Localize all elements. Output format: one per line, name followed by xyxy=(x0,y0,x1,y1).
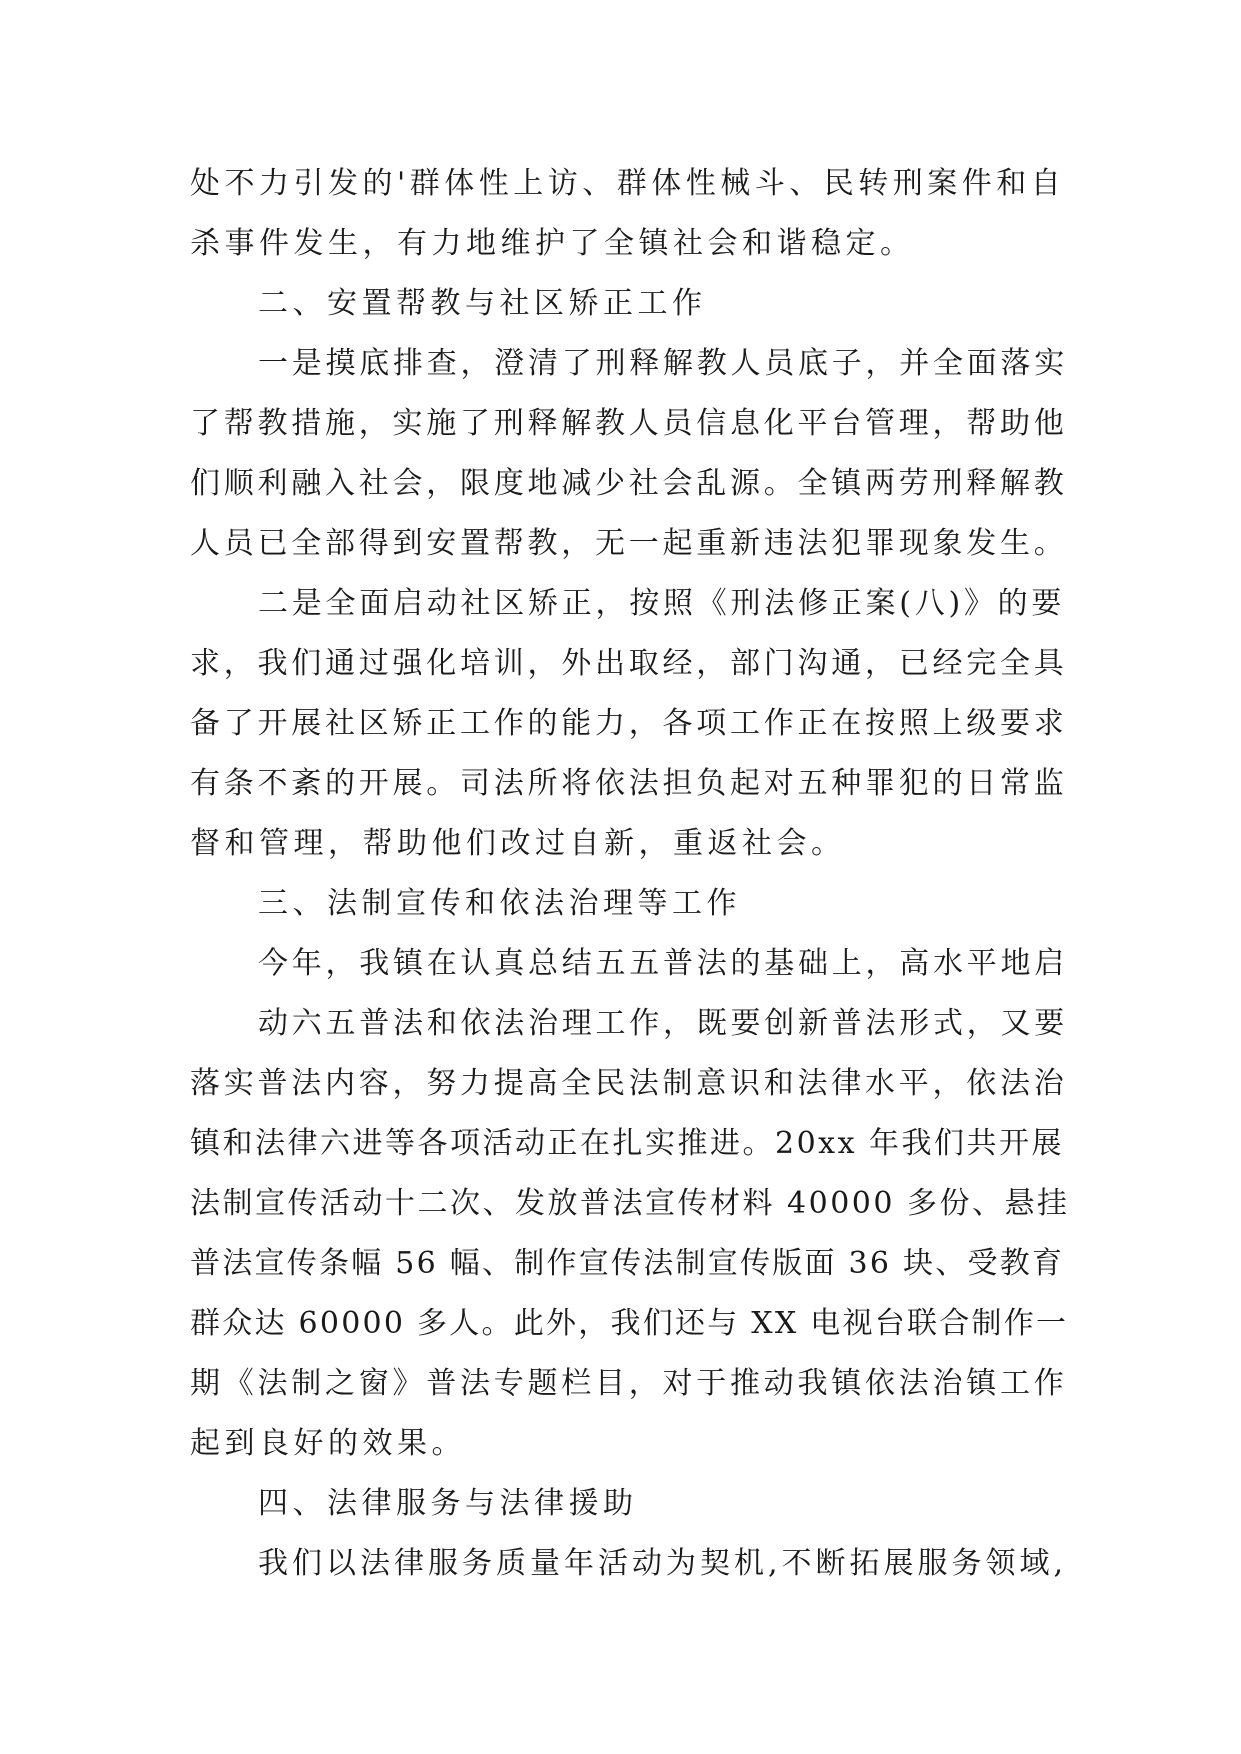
text-line: 法制宣传活动十二次、发放普法宣传材料 40000 多份、悬挂 xyxy=(190,1186,1070,1221)
text-line: 备了开展社区矫正工作的能力，各项工作正在按照上级要求 xyxy=(190,706,1068,741)
text-line: 们顺利融入社会，限度地减少社会乱源。全镇两劳刑释解教 xyxy=(190,466,1068,501)
text-line: 二是全面启动社区矫正，按照《刑法修正案(八)》的要 xyxy=(258,586,1066,621)
text-line: 群众达 60000 多人。此外，我们还与 XX 电视台联合制作一 xyxy=(190,1306,1069,1341)
text-line: 落实普法内容，努力提高全民法制意识和法律水平，依法治 xyxy=(190,1066,1068,1101)
text-line: 普法宣传条幅 56 幅、制作宣传法制宣传版面 36 块、受教育 xyxy=(190,1246,1065,1281)
text-line: 处不力引发的'群体性上访、群体性械斗、民转刑案件和自 xyxy=(190,166,1066,201)
body-text xyxy=(190,154,1070,1594)
text-line: 三、法制宣传和依法治理等工作 xyxy=(258,886,741,921)
text-line: 我们以法律服务质量年活动为契机,不断拓展服务领域, xyxy=(258,1546,1068,1581)
text-line: 期《法制之窗》普法专题栏目，对于推动我镇依法治镇工作 xyxy=(190,1366,1068,1401)
text-line: 人员已全部得到安置帮教，无一起重新违法犯罪现象发生。 xyxy=(190,526,1068,561)
text-line: 起到良好的效果。 xyxy=(190,1426,466,1461)
text-line: 了帮教措施，实施了刑释解教人员信息化平台管理，帮助他 xyxy=(190,406,1068,441)
text-line: 一是摸底排查，澄清了刑释解教人员底子，并全面落实 xyxy=(258,346,1068,381)
text-line: 动六五普法和依法治理工作，既要创新普法形式，又要 xyxy=(258,1006,1068,1041)
text-line: 二、安置帮教与社区矫正工作 xyxy=(258,286,707,321)
text-line: 镇和法律六进等各项活动正在扎实推进。20xx 年我们共开展 xyxy=(190,1126,1065,1161)
text-line: 求，我们通过强化培训，外出取经，部门沟通，已经完全具 xyxy=(190,646,1068,681)
text-line: 四、法律服务与法律援助 xyxy=(258,1486,638,1521)
text-line: 今年，我镇在认真总结五五普法的基础上，高水平地启 xyxy=(258,946,1068,981)
text-line: 杀事件发生，有力地维护了全镇社会和谐稳定。 xyxy=(190,226,915,261)
text-line: 督和管理，帮助他们改过自新，重返社会。 xyxy=(190,826,846,861)
text-line: 有条不紊的开展。司法所将依法担负起对五种罪犯的日常监 xyxy=(190,766,1068,801)
